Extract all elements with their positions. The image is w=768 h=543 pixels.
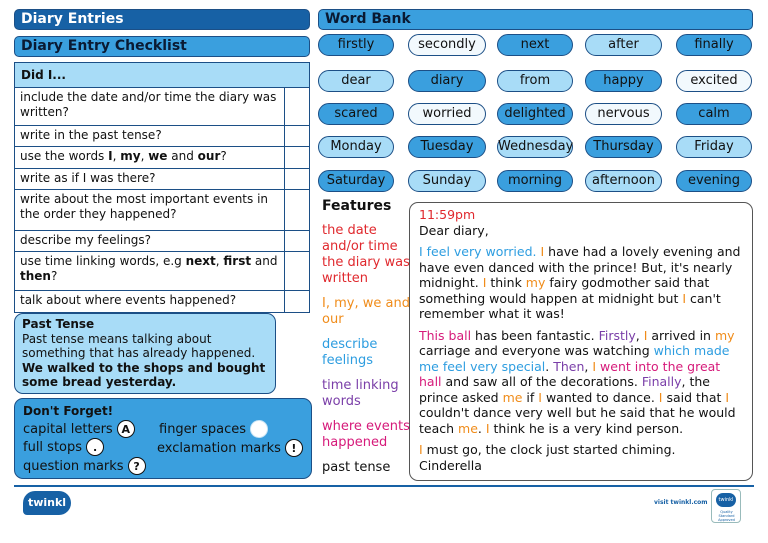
word-chip: diary bbox=[408, 70, 486, 92]
past-tense-panel bbox=[14, 313, 276, 394]
checklist-item-text: write about the most important events in the order they happened? bbox=[20, 192, 269, 221]
word-chip: finally bbox=[676, 34, 752, 56]
features-title: Features bbox=[322, 198, 392, 214]
word-chip: Tuesday bbox=[408, 136, 486, 158]
word-chip: Wednesday bbox=[497, 136, 573, 158]
word-chip: delighted bbox=[497, 103, 573, 125]
checklist-row bbox=[15, 231, 309, 252]
word-chip: Saturday bbox=[318, 170, 394, 192]
feature-date-time: the date and/or time the diary was written bbox=[322, 223, 410, 286]
capital-letters-item: capital letters A bbox=[23, 420, 135, 438]
checklist-row: use time linking words, e.g next, first and then? bbox=[15, 252, 309, 291]
full-stop-icon: . bbox=[86, 438, 104, 456]
word-chip: after bbox=[585, 34, 662, 56]
diary-entries-header: Diary Entries bbox=[14, 9, 310, 30]
word-chip: next bbox=[497, 34, 573, 56]
word-bank-header: Word Bank bbox=[318, 9, 753, 30]
word-chip: evening bbox=[676, 170, 752, 192]
tick-box[interactable] bbox=[285, 88, 309, 125]
word-chip: secondly bbox=[408, 34, 486, 56]
did-i-heading: Did I... bbox=[15, 63, 309, 88]
tick-box[interactable] bbox=[285, 231, 309, 251]
full-stops-item: full stops . bbox=[23, 438, 104, 456]
past-tense-text: Past tense means talking about something that has already happened. bbox=[22, 331, 256, 360]
question-mark-icon: ? bbox=[128, 457, 146, 475]
checklist-row: use the words I, my, we and our? bbox=[15, 147, 309, 169]
question-marks-item: question marks ? bbox=[23, 457, 146, 475]
word-chip: nervous bbox=[585, 103, 662, 125]
checklist-row bbox=[15, 88, 309, 126]
exclamation-marks-item: exclamation marks ! bbox=[157, 439, 303, 457]
finger-spaces-item: finger spaces bbox=[159, 420, 268, 438]
checklist-item-text: write as if I was there? bbox=[20, 171, 156, 185]
word-chip: happy bbox=[585, 70, 662, 92]
word-chip: Thursday bbox=[585, 136, 662, 158]
dont-forget-panel bbox=[14, 398, 312, 479]
word-chip: dear bbox=[318, 70, 394, 92]
word-chip: Sunday bbox=[408, 170, 486, 192]
diary-paragraph-2: This ball has been fantastic. Firstly, I arrived in my carriage and everyone was watching which made me feel very special. Then, I went into the great hall and saw all of the decorations. Finally, the prince asked me if I wanted to dance. I said that I couldn't dance very well but he said that he would teach me. I think he is a very kind person. bbox=[419, 327, 736, 436]
twinkl-logo[interactable]: twinkl bbox=[23, 491, 71, 515]
tick-box[interactable] bbox=[285, 252, 309, 290]
past-tense-example: We walked to the shops and bought some bread yesterday. bbox=[22, 360, 266, 389]
dont-forget-title: Don't Forget! bbox=[23, 404, 114, 418]
exclamation-mark-icon: ! bbox=[285, 439, 303, 457]
tick-box[interactable] bbox=[285, 190, 309, 230]
word-chip: worried bbox=[408, 103, 486, 125]
footer-divider bbox=[14, 485, 754, 487]
tick-box[interactable] bbox=[285, 126, 309, 146]
word-chip: afternoon bbox=[585, 170, 662, 192]
checklist-item-text: include the date and/or time the diary was written? bbox=[20, 90, 277, 119]
feature-time-linking: time linking words bbox=[322, 378, 399, 409]
checklist-row bbox=[15, 126, 309, 147]
finger-space-icon bbox=[250, 420, 268, 438]
word-chip: morning bbox=[497, 170, 573, 192]
feature-past-tense: past tense bbox=[322, 460, 391, 475]
quality-badge-icon: twinkl Quality Standard Approved bbox=[711, 489, 741, 523]
checklist-item-text: write in the past tense? bbox=[20, 128, 162, 142]
word-chip: calm bbox=[676, 103, 752, 125]
checklist-item-text: talk about where events happened? bbox=[20, 293, 237, 307]
checklist-table bbox=[14, 62, 310, 313]
past-tense-title: Past Tense bbox=[22, 317, 95, 331]
feature-pronouns: I, my, we and our bbox=[322, 296, 410, 327]
word-chip: Monday bbox=[318, 136, 394, 158]
feature-where: where events happened bbox=[322, 419, 410, 450]
checklist-row bbox=[15, 190, 309, 231]
diary-time: 11:59pm bbox=[419, 207, 476, 222]
checklist-row bbox=[15, 169, 309, 190]
word-chip: excited bbox=[676, 70, 752, 92]
checklist-row bbox=[15, 291, 309, 312]
checklist-item-text: describe my feelings? bbox=[20, 233, 152, 247]
tick-box[interactable] bbox=[285, 169, 309, 189]
features-key bbox=[322, 198, 410, 485]
capital-letter-icon: A bbox=[117, 420, 135, 438]
diary-paragraph-3: I must go, the clock just started chiming. bbox=[419, 442, 676, 457]
word-chip: Friday bbox=[676, 136, 752, 158]
tick-box[interactable] bbox=[285, 291, 309, 312]
diary-example bbox=[409, 202, 753, 481]
word-chip: scared bbox=[318, 103, 394, 125]
word-chip: from bbox=[497, 70, 573, 92]
visit-link[interactable]: visit twinkl.com bbox=[654, 499, 708, 506]
diary-paragraph-1: I feel very worried. I have had a lovely evening and have even danced with the prince! But, it's nearly midnight. I think my fairy godmother said that something would happen at midnight but I can't remember what it was! bbox=[419, 244, 741, 321]
diary-signoff: Cinderella bbox=[419, 457, 482, 473]
checklist-header: Diary Entry Checklist bbox=[14, 36, 310, 57]
diary-greeting: Dear diary, bbox=[419, 222, 489, 238]
feature-feelings: describe feelings bbox=[322, 337, 378, 368]
tick-box[interactable] bbox=[285, 147, 309, 168]
word-chip: firstly bbox=[318, 34, 394, 56]
